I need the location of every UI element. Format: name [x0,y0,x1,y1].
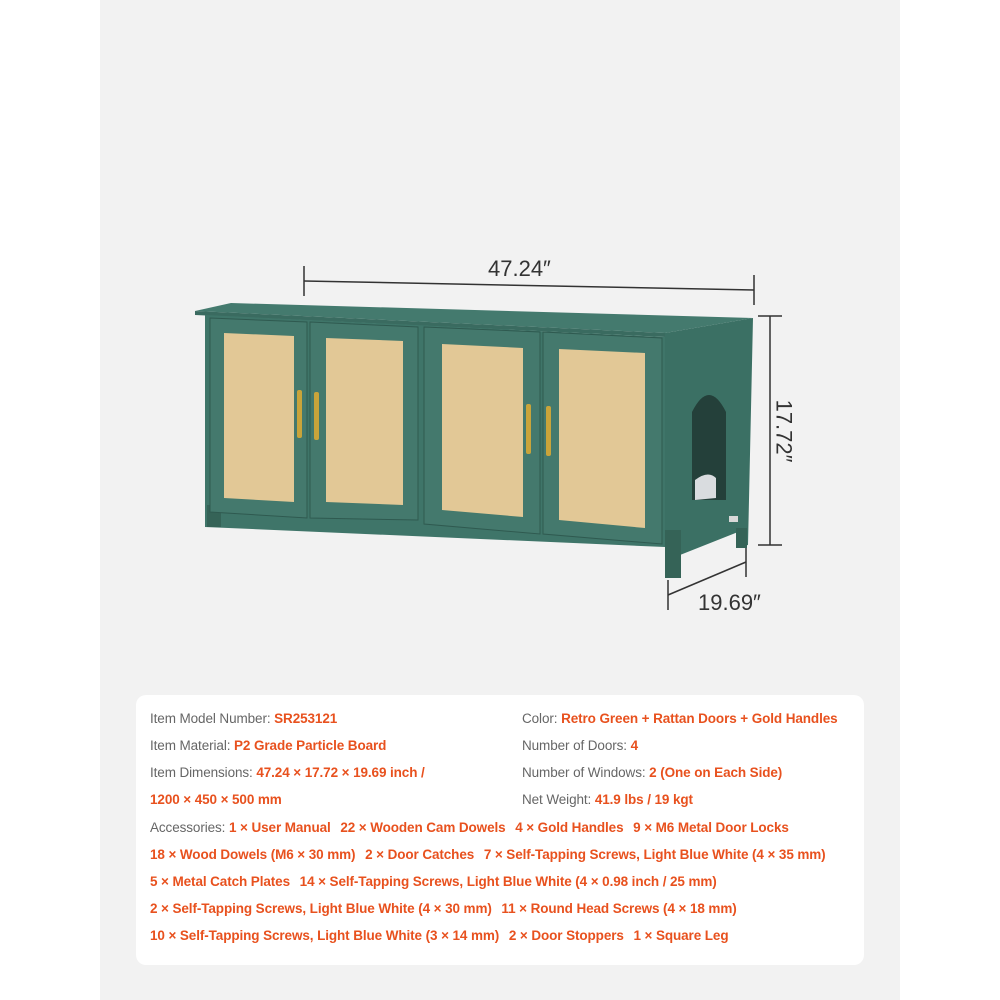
spec-material [150,738,386,753]
spec-value: SR253121 [274,711,338,726]
accessories-line [150,874,723,889]
spec-label: Net Weight: [522,792,592,807]
spec-value: Retro Green + Rattan Doors + Gold Handles [561,711,838,726]
accessories-line [150,820,795,835]
spec-doors [522,738,638,753]
spec-weight [522,792,693,807]
gold-handle [314,392,319,440]
accessory-item: 10 × Self-Tapping Screws, Light Blue White (3 × 14 mm) [150,928,500,943]
door [210,318,307,518]
spec-windows [522,765,782,780]
accessory-item: 9 × M6 Metal Door Locks [633,820,789,835]
spec-label: Item Material: [150,738,231,753]
cabinet-leg [665,530,681,578]
accessories-line [150,847,832,862]
accessory-item: 14 × Self-Tapping Screws, Light Blue White (4 × 0.98 inch / 25 mm) [299,874,717,889]
depth-dimension-label: 19.69″ [698,590,761,615]
gold-handle [546,406,551,456]
cabinet-leg [736,528,747,548]
accessory-item: 4 × Gold Handles [515,820,624,835]
door [424,327,540,534]
accessory-item: 11 × Round Head Screws (4 × 18 mm) [501,901,737,916]
spec-model [150,711,337,726]
height-dimension-label: 17.72″ [771,399,797,463]
accessory-item: 18 × Wood Dowels (M6 × 30 mm) [150,847,356,862]
spec-color [522,711,838,726]
gold-handle [526,404,531,454]
specs-panel [136,695,864,965]
spec-label: Item Model Number: [150,711,271,726]
spec-label: Number of Windows: [522,765,646,780]
accessory-item: 2 × Door Catches [365,847,475,862]
door [310,322,418,520]
accessory-item: 22 × Wooden Cam Dowels [340,820,506,835]
width-dimension-label: 47.24″ [488,256,551,281]
door [543,332,662,544]
spec-dimensions [150,765,425,780]
accessory-item: 2 × Door Stoppers [508,928,624,943]
accessories-line [150,901,743,916]
spec-value: 1200 × 450 × 500 mm [150,792,282,807]
spec-value: 47.24 × 17.72 × 19.69 inch / [256,765,425,780]
spec-value: 41.9 lbs / 19 kgt [594,792,693,807]
spec-label: Color: [522,711,558,726]
spec-value: 2 (One on Each Side) [649,765,783,780]
spec-value: P2 Grade Particle Board [234,738,387,753]
spec-label: Item Dimensions: [150,765,253,780]
gold-handle [297,390,302,438]
spec-label: Number of Doors: [522,738,627,753]
spec-value: 4 [630,738,639,753]
accessory-item: 5 × Metal Catch Plates [150,874,290,889]
accessory-item: 7 × Self-Tapping Screws, Light Blue White (4 × 35 mm) [483,847,826,862]
accessories-line [150,928,734,943]
spec-dimensions-metric [150,792,282,807]
spec-label: Accessories: [150,820,226,835]
accessory-item: 1 × User Manual [228,820,331,835]
accessory-item: 2 × Self-Tapping Screws, Light Blue White (4 × 30 mm) [150,901,492,916]
accessory-item: 1 × Square Leg [633,928,729,943]
